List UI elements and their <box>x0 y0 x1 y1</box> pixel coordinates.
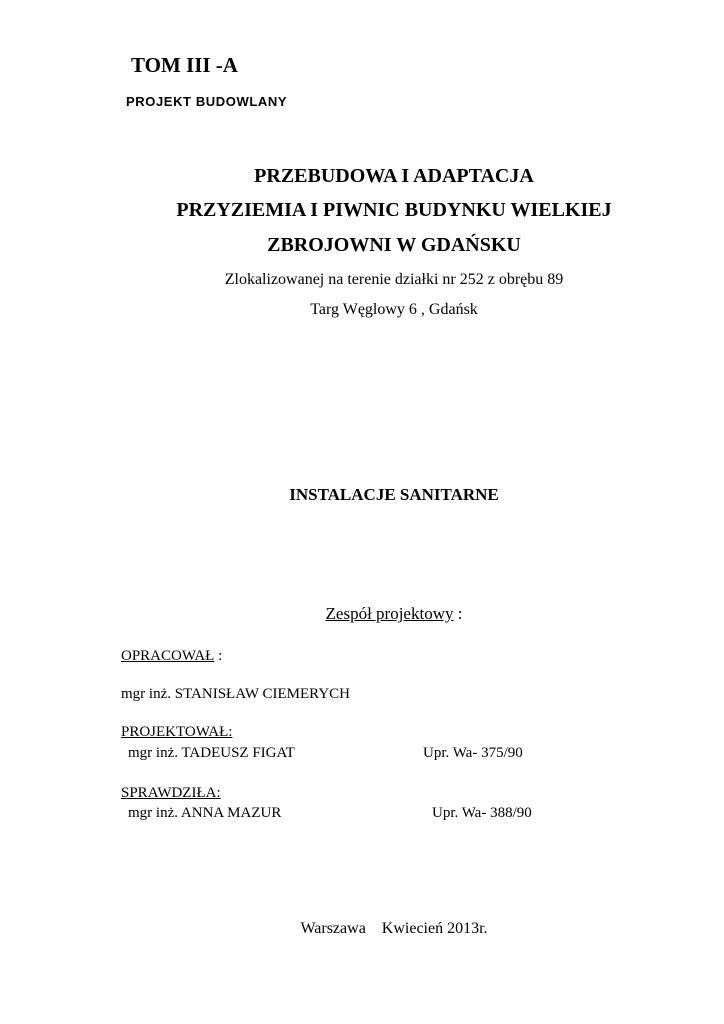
prepared-label-text: OPRACOWAŁ <box>121 648 215 664</box>
team-heading-text: Zespół projektowy <box>325 604 454 623</box>
team-heading <box>0 604 724 624</box>
checked-by-license: Upr. Wa- 388/90 <box>432 805 532 821</box>
location-line: Zlokalizowanej na terenie działki nr 252 z obrębu 89 <box>224 271 564 288</box>
prepared-by-label <box>121 648 222 665</box>
project-title-line-3: ZBROJOWNI W GDAŃSKU <box>267 234 521 256</box>
team-heading-suffix: : <box>453 604 463 623</box>
project-title-line-1: PRZEBUDOWA I ADAPTACJA <box>254 165 534 187</box>
address-line: Targ Węglowy 6 , Gdańsk <box>310 301 478 318</box>
document-type: PROJEKT BUDOWLANY <box>126 94 288 109</box>
footer-date: Kwiecień 2013r. <box>381 920 488 937</box>
project-title-line-2: PRZYZIEMIA I PIWNIC BUDYNKU WIELKIEJ <box>176 199 612 221</box>
designed-label-text: PROJEKTOWAŁ: <box>121 724 233 740</box>
designed-by-name: mgr inż. TADEUSZ FIGAT <box>128 745 295 761</box>
section-title: INSTALACJE SANITARNE <box>289 485 499 504</box>
checked-label-text: SPRAWDZIŁA: <box>121 785 221 801</box>
checked-by-name: mgr inż. ANNA MAZUR <box>128 805 282 821</box>
prepared-by-name: mgr inż. STANISŁAW CIEMERYCH <box>121 686 350 702</box>
designed-by-license: Upr. Wa- 375/90 <box>423 745 523 761</box>
checked-by-label <box>121 785 221 802</box>
volume-label: TOM III -A <box>131 53 238 77</box>
designed-by-label <box>121 724 232 741</box>
footer-city: Warszawa <box>300 920 366 937</box>
prepared-label-suffix: : <box>214 648 223 664</box>
footer-place-date <box>0 920 724 938</box>
